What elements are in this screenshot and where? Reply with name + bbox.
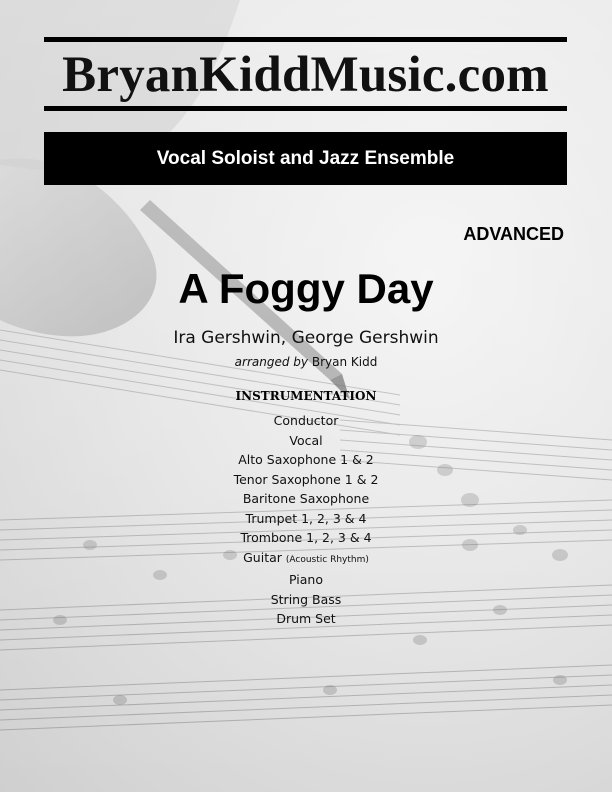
- arranger-line: [0, 355, 612, 369]
- song-title: A Foggy Day: [178, 265, 434, 312]
- site-title: BryanKiddMusic.com: [62, 47, 549, 103]
- instrument-item: [0, 509, 612, 529]
- instrument-item: [0, 431, 612, 451]
- instrument-name: Alto Saxophone 1 & 2: [238, 452, 374, 467]
- instrument-name: String Bass: [270, 591, 342, 607]
- instrument-item: [0, 489, 612, 509]
- instrument-name: Conductor: [273, 413, 339, 428]
- instrument-item: [0, 570, 612, 590]
- composers: Ira Gershwin, George Gershwin: [173, 328, 439, 348]
- instrument-name: Baritone Saxophone: [242, 491, 370, 506]
- ensemble-banner: [44, 132, 567, 185]
- instrument-item: [0, 411, 612, 431]
- arranged-by-prefix: arranged by: [234, 355, 309, 369]
- instrument-name: Trumpet 1, 2, 3 & 4: [245, 510, 367, 526]
- instrument-name: Drum Set: [276, 611, 336, 626]
- arranger-name: Bryan Kidd: [311, 355, 378, 369]
- instrument-name: Guitar: [243, 549, 282, 565]
- title-underline-rule: [44, 106, 567, 111]
- instrument-item: [0, 450, 612, 470]
- instrument-note: (Acoustic Rhythm): [285, 554, 369, 565]
- instrumentation-heading: INSTRUMENTATION: [235, 389, 377, 403]
- instrument-item: [0, 548, 612, 571]
- difficulty-level: ADVANCED: [463, 224, 564, 244]
- instrument-item: [0, 470, 612, 490]
- instrument-item: [0, 590, 612, 610]
- instrument-item: [0, 609, 612, 629]
- instrument-name: Tenor Saxophone 1 & 2: [233, 471, 379, 487]
- instrument-name: Trombone 1, 2, 3 & 4: [240, 530, 372, 545]
- instrumentation-list: [0, 411, 612, 629]
- instrument-item: [0, 528, 612, 548]
- ensemble-banner-text: Vocal Soloist and Jazz Ensemble: [156, 147, 455, 169]
- instrument-name: Piano: [289, 572, 323, 587]
- top-rule: [44, 37, 567, 42]
- instrument-name: Vocal: [289, 432, 323, 448]
